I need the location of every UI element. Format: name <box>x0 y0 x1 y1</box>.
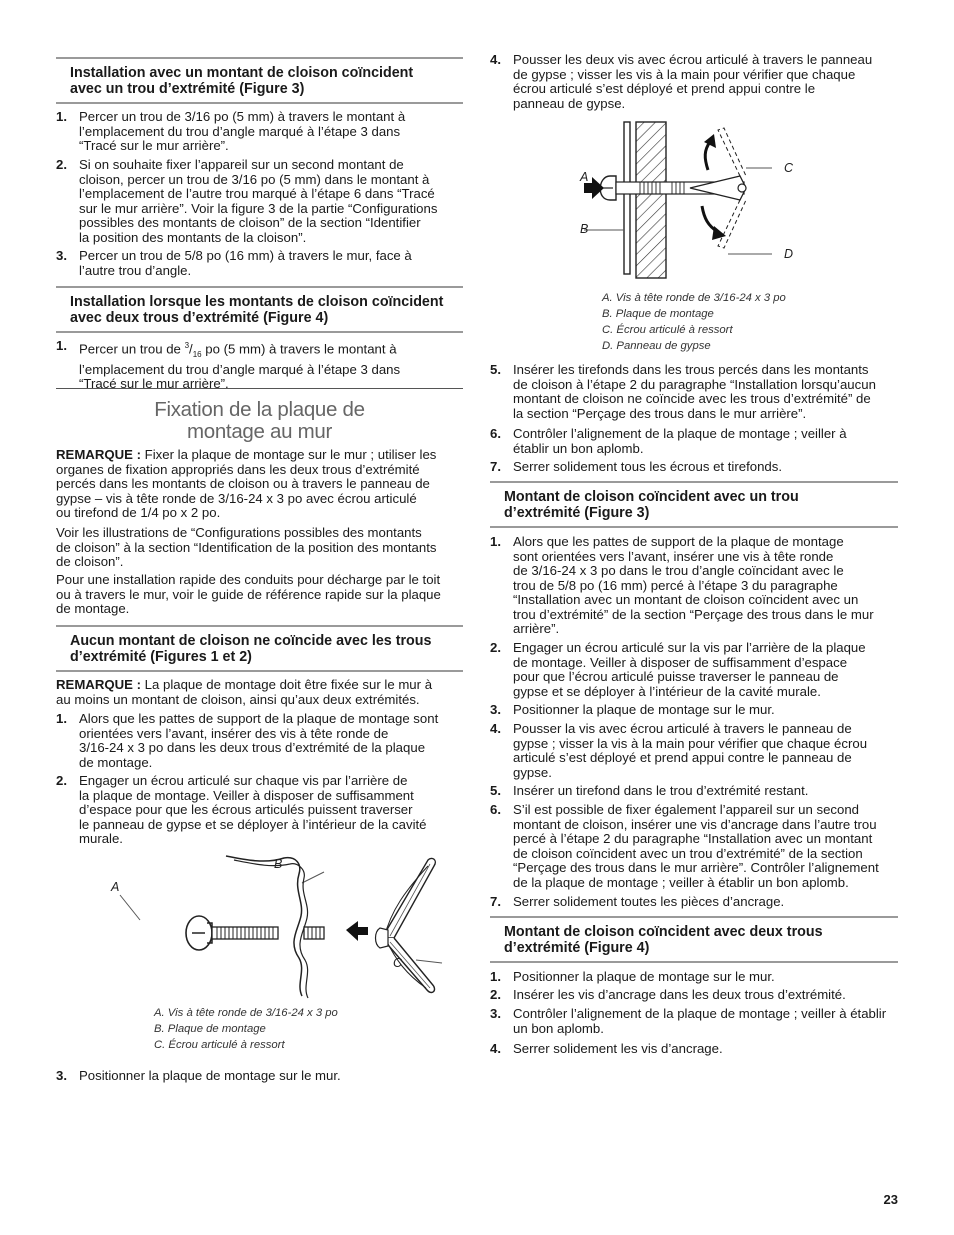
step-line: Insérer un tirefond dans le trou d’extrémité restant. <box>513 783 809 798</box>
step-number: 2. <box>490 987 501 1002</box>
page-title: Fixation de la plaque de montage au mur <box>154 398 365 443</box>
remarque-paragraph: REMARQUE : Fixer la plaque de montage sur le mur ; utiliser les organes de fixation appropriés dans les deux trous d’extrémité percés dans les montants de cloison ou à travers le panneau de gypse – vis à tête ronde de 3/16-24 x 3 po avec écrou articulé ou tirefond de 1/4 po x 2 po. <box>56 447 437 520</box>
step-line: le panneau de gypse et se déployer à l’intérieur de la cavité <box>79 816 427 832</box>
step-number: 3. <box>490 1006 501 1021</box>
step-line: S’il est possible de fixer également l’appareil sur un second <box>513 802 859 817</box>
step-line: Serrer solidement les vis d’ancrage. <box>513 1041 723 1056</box>
figure-label-c: C <box>784 161 794 175</box>
step-line: d’espace pour que les écrous articulés puissent traverser <box>79 802 413 817</box>
figure-label-b: B <box>274 857 283 871</box>
heading-line: d’extrémité (Figure 3) <box>504 505 650 521</box>
step-item <box>56 249 463 278</box>
step-line: l’autre trou d’angle. <box>79 262 192 278</box>
step-item <box>490 988 898 1003</box>
divider <box>56 388 463 389</box>
step-line: Engager un écrou articulé sur la vis par l’arrière de la plaque <box>513 640 866 655</box>
screw-tip <box>304 927 324 939</box>
step-item <box>490 803 898 890</box>
step-number: 1. <box>56 338 67 353</box>
step-line: Pousser les deux vis avec écrou articulé à travers le panneau <box>513 52 873 67</box>
step-number: 1. <box>490 534 501 549</box>
step-line: trou d’extrémité” de la section “Perçage des trous dans le mur <box>513 606 874 622</box>
step-line: l’emplacement de l’autre trou marqué à l’étape 6 dans “Tracé <box>79 186 435 201</box>
step-line: Contrôler l’alignement de la plaque de montage ; veiller à établir <box>513 1006 887 1021</box>
step-line: Percer un trou de $^3/_{16}$ po (5 mm) à travers le montant à <box>79 341 397 360</box>
step-line: Pousser la vis avec écrou articulé à travers le panneau de <box>513 721 852 736</box>
step-line: de la plaque de montage ; veiller à établir un bon aplomb. <box>513 874 849 890</box>
callout-line-a <box>120 895 140 920</box>
step-line: de 3/16-24 x 3 po dans le trou d’angle coïncidant avec le <box>513 563 844 578</box>
heading-line: Montant de cloison coïncident avec deux trous <box>504 924 823 940</box>
step-item <box>490 1007 898 1036</box>
mounting-plate-edge <box>226 856 302 996</box>
step-line: Positionner la plaque de montage sur le mur. <box>513 969 775 984</box>
step-number: 2. <box>490 640 501 655</box>
step-line: montant de cloison, insérer une vis d’ancrage dans l’autre trou <box>513 816 877 832</box>
heading-line: Installation avec un montant de cloison coïncident <box>70 65 414 81</box>
step-line: Engager un écrou articulé sur chaque vis par l’arrière de <box>79 773 408 788</box>
step-line: gypse et se déployer à l’intérieur de la cavité murale. <box>513 683 821 699</box>
step-line: la position des montants de la cloison”. <box>79 229 307 245</box>
step-line: la section “Perçage des trous dans le mur arrière”. <box>513 405 807 421</box>
heading-line: Montant de cloison coïncident avec un trou <box>504 489 799 505</box>
step-number: 2. <box>56 773 67 788</box>
callout-line-c <box>416 960 442 963</box>
step-line: montant de cloison ne coïncide avec les trous d’extrémité” de <box>513 391 871 406</box>
toggle-bolt-figure <box>106 850 446 1000</box>
step-line: percé à l’étape 2 du paragraphe “Installation avec un montant <box>513 831 873 846</box>
step-item <box>490 363 898 421</box>
step-line: l’emplacement du trou d’angle marqué à l’étape 3 dans <box>79 123 401 139</box>
step-line: Positionner la plaque de montage sur le mur. <box>79 1068 341 1083</box>
step-item <box>490 970 898 985</box>
step-line: cloison, percer un trou de 3/16 po (5 mm) dans le montant à <box>79 171 430 187</box>
step-line: arrière”. <box>513 621 560 636</box>
step-line: Serrer solidement tous les écrous et tirefonds. <box>513 459 783 474</box>
step-number: 1. <box>56 711 67 726</box>
heading-line: d’extrémité (Figures 1 et 2) <box>70 649 252 665</box>
step-number: 4. <box>490 721 501 736</box>
step-item <box>490 703 898 718</box>
step-number: 7. <box>490 459 501 474</box>
step-line: sur le mur arrière”. Voir la figure 3 de la partie “Configurations <box>79 200 438 216</box>
step-line: murale. <box>79 831 123 846</box>
step-item <box>56 712 463 770</box>
step-line: possibles des montants de cloison” de la section “Identifier <box>79 215 421 230</box>
step-item <box>56 110 463 154</box>
step-line: orientées vers l’avant, insérer des vis à tête ronde de <box>79 725 389 741</box>
step-line: articulé s’est déployé et prend appui contre le panneau de <box>513 750 852 765</box>
figure-legend: A. Vis à tête ronde de 3/16-24 x 3 po B. Plaque de montage C. Écrou articulé à ressort D. Panneau de gypse <box>602 292 786 352</box>
step-number: 1. <box>56 109 67 124</box>
step-line: Percer un trou de 5/8 po (16 mm) à travers le mur, face à <box>79 248 412 263</box>
step-number: 6. <box>490 802 501 817</box>
arrow-left-icon <box>346 921 368 941</box>
heading-line: avec un trou d’extrémité (Figure 3) <box>70 81 305 97</box>
step-line: sont orientées vers l’avant, insérer une vis à tête ronde <box>513 548 834 564</box>
section-heading-one-stud <box>56 57 463 104</box>
heading-line: avec deux trous d’extrémité (Figure 4) <box>70 310 329 326</box>
step-line: Alors que les pattes de support de la plaque de montage <box>513 534 844 549</box>
step-item <box>490 722 898 780</box>
figure-label-a: A <box>111 880 120 894</box>
toggle-nut <box>376 858 436 992</box>
figure-legend: A. Vis à tête ronde de 3/16-24 x 3 po B. Plaque de montage C. Écrou articulé à ressort <box>154 1007 338 1051</box>
step-line: pour que l’écrou articulé puisse traverser le panneau de <box>513 669 839 684</box>
heading-line: d’extrémité (Figure 4) <box>504 940 650 956</box>
step-line: la plaque de montage. Veiller à disposer de suffisamment <box>79 787 414 803</box>
step-line: Alors que les pattes de support de la plaque de montage sont <box>79 711 439 726</box>
step-line: “Installation avec un montant de cloison coïncident avec un <box>513 592 859 607</box>
step-item <box>490 895 898 910</box>
step-number: 6. <box>490 426 501 441</box>
pour-paragraph: Pour une installation rapide des conduits pour décharge par le toit ou à travers le mur, voir le guide de référence rapide sur la plaque de montage. <box>56 572 441 616</box>
step-item <box>490 460 898 475</box>
step-line: “Perçage des trous dans le mur arrière”. Contrôler l’alignement <box>513 860 879 875</box>
step-line: Si on souhaite fixer l’appareil sur un second montant de <box>79 157 404 172</box>
section-heading-stud-two-holes <box>490 916 898 963</box>
step-number: 5. <box>490 783 501 798</box>
callout-line-b <box>302 872 324 883</box>
step-line: trou de 5/8 po (16 mm) percé à l’étape 3 du paragraphe <box>513 577 838 593</box>
step-number: 4. <box>490 52 501 67</box>
step-item <box>56 339 463 392</box>
step-line: l’emplacement du trou d’angle marqué à l’étape 3 dans <box>79 361 401 377</box>
step-line: de cloison coïncident avec un trou d’extrémité” de la section <box>513 845 863 861</box>
step-line: Contrôler l’alignement de la plaque de montage ; veiller à <box>513 426 847 441</box>
step-item <box>56 158 463 245</box>
page-number: 23 <box>883 1192 898 1207</box>
section-heading-two-studs <box>56 286 463 333</box>
voir-paragraph: Voir les illustrations de “Configurations possibles des montants de cloison” à la section “Identification de la position des montants de cloison”. <box>56 525 437 569</box>
step-line: un bon aplomb. <box>513 1020 604 1036</box>
step-line: panneau de gypse. <box>513 95 626 111</box>
step-item <box>490 641 898 699</box>
step-line: Serrer solidement toutes les pièces d’ancrage. <box>513 894 785 909</box>
step-number: 3. <box>56 248 67 263</box>
rotate-arrow-icon <box>705 142 710 170</box>
step-number: 5. <box>490 362 501 377</box>
step-number: 7. <box>490 894 501 909</box>
step-line: de cloison à l’étape 2 du paragraphe “Installation lorsqu’aucun <box>513 376 876 392</box>
heading-line: Installation lorsque les montants de cloison coïncident <box>70 294 444 310</box>
step-item <box>490 53 898 111</box>
step-item <box>56 1069 463 1084</box>
step-line: “Tracé sur le mur arrière”. <box>79 376 229 392</box>
step-line: Percer un trou de 3/16 po (5 mm) à travers le montant à <box>79 109 406 124</box>
step-line: gypse. <box>513 764 552 780</box>
mounting-plate <box>624 122 630 274</box>
step-number: 1. <box>490 969 501 984</box>
gypsum-panel <box>636 122 666 278</box>
step-item <box>490 1042 898 1057</box>
section-heading-no-stud <box>56 625 463 672</box>
step-line: Insérer les tirefonds dans les trous percés dans les montants <box>513 362 869 377</box>
step-item <box>490 784 898 799</box>
heading-line: Aucun montant de cloison ne coïncide avec les trous <box>70 633 432 649</box>
figure-label-d: D <box>784 247 794 261</box>
figure-label-c: C <box>393 956 403 970</box>
wall-section-figure <box>580 118 800 283</box>
step-number: 2. <box>56 157 67 172</box>
remarque-paragraph: REMARQUE : La plaque de montage doit être fixée sur le mur à au moins un montant de cloison, ainsi qu’aux deux extrémités. <box>56 677 433 707</box>
step-line: Positionner la plaque de montage sur le mur. <box>513 702 775 717</box>
step-item <box>490 535 898 637</box>
step-line: 3/16-24 x 3 po dans les deux trous d’extrémité de la plaque <box>79 740 426 755</box>
step-line: de montage. Veiller à disposer de suffisamment d’espace <box>513 654 848 670</box>
step-number: 3. <box>56 1068 67 1083</box>
step-line: Insérer les vis d’ancrage dans les deux trous d’extrémité. <box>513 987 846 1002</box>
figure-label-a: A <box>580 170 589 184</box>
step-line: établir un bon aplomb. <box>513 440 644 456</box>
step-number: 4. <box>490 1041 501 1056</box>
step-line: gypse ; visser la vis à la main pour vérifier que chaque écrou <box>513 735 868 751</box>
step-line: “Tracé sur le mur arrière”. <box>79 138 229 153</box>
section-heading-stud-one-hole <box>490 481 898 528</box>
step-line: de montage. <box>79 754 153 770</box>
step-line: écrou articulé s’est déployé et prend appui contre le <box>513 81 816 96</box>
step-line: de gypse ; visser les vis à la main pour vérifier que chaque <box>513 66 856 82</box>
step-item <box>490 427 898 456</box>
figure-label-b: B <box>580 222 589 236</box>
screw-shank <box>212 927 278 939</box>
step-item <box>56 774 463 847</box>
step-number: 3. <box>490 702 501 717</box>
